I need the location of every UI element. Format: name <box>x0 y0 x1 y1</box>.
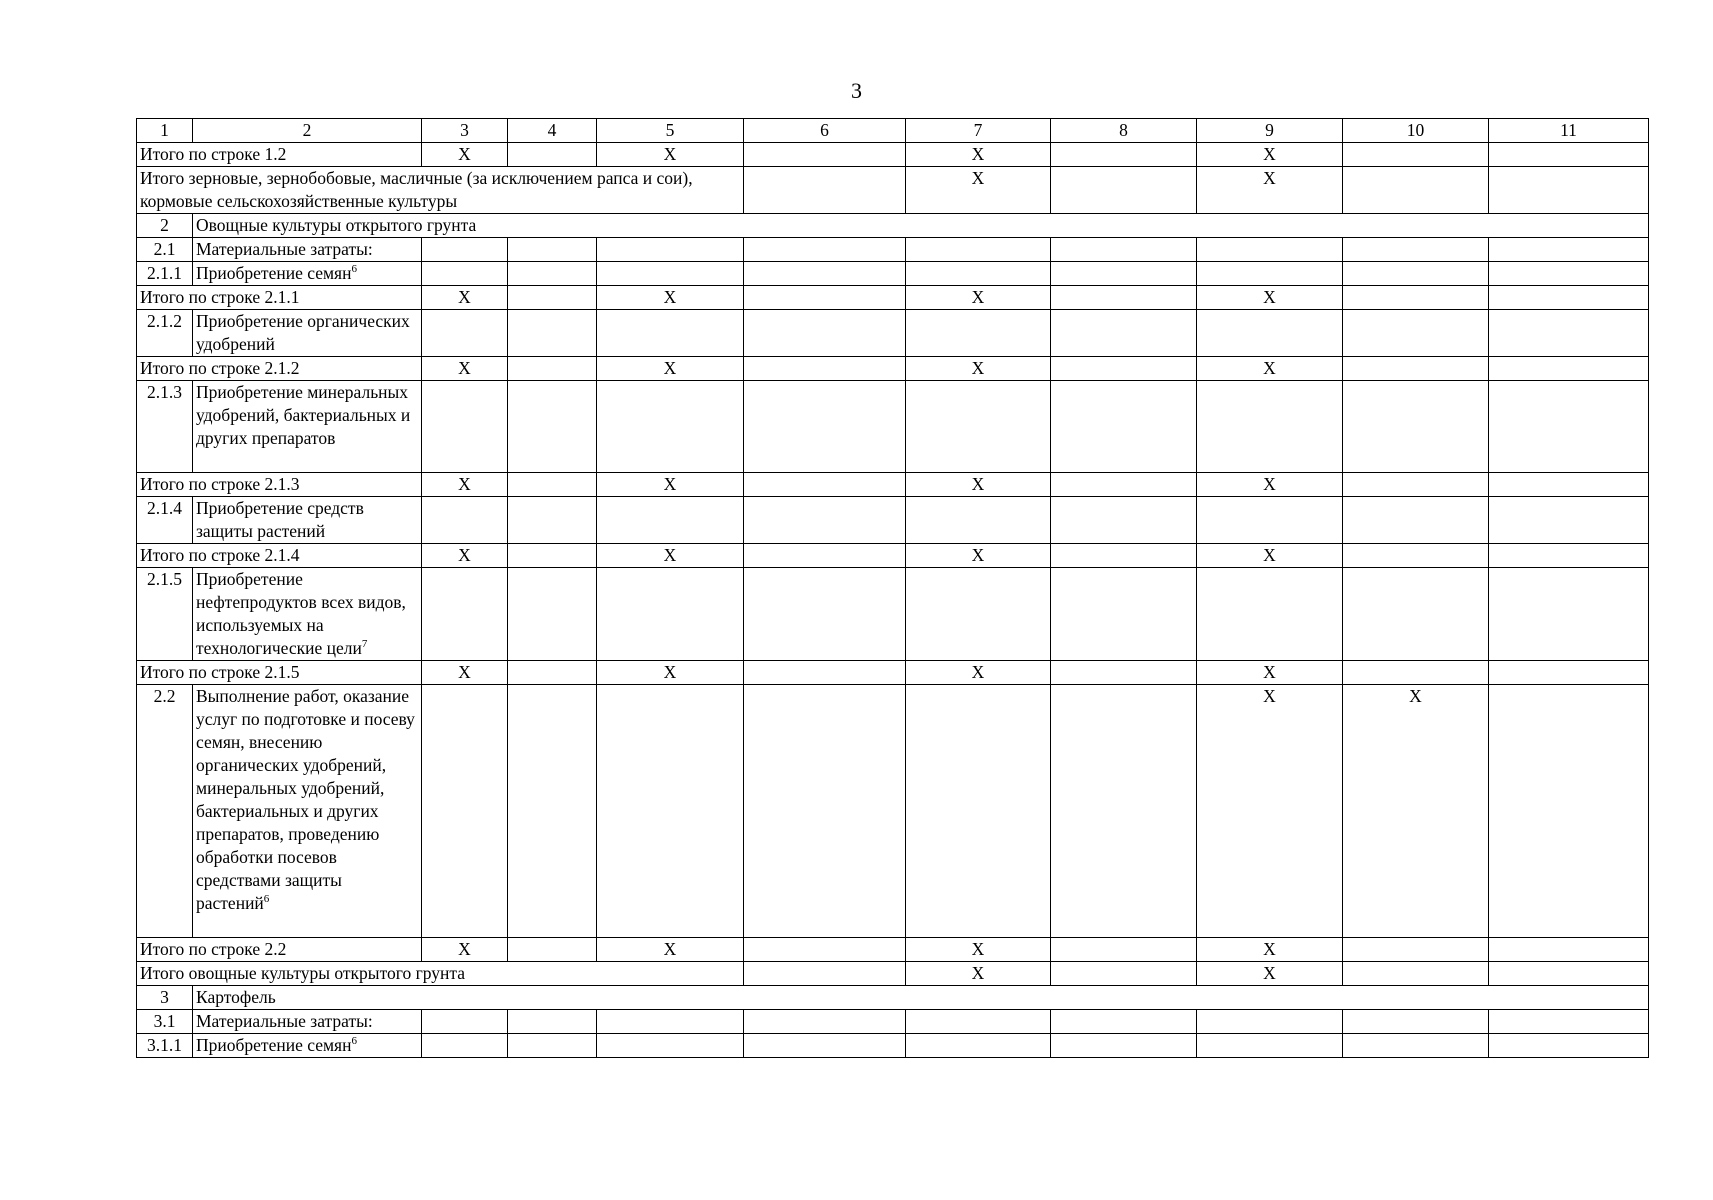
table-row <box>137 568 1649 661</box>
table-row <box>137 938 1649 962</box>
x-mark: X <box>906 962 1051 986</box>
x-mark: X <box>1197 167 1343 214</box>
table-row <box>137 167 1649 214</box>
row-label: Итого по строке 2.1.5 <box>137 661 422 685</box>
row-number: 2.1 <box>137 238 193 262</box>
footnote-ref: 6 <box>351 1035 357 1048</box>
col-header: 8 <box>1051 119 1197 143</box>
x-mark: X <box>906 938 1051 962</box>
x-mark: X <box>1197 544 1343 568</box>
x-mark: X <box>597 544 744 568</box>
x-mark: X <box>422 357 508 381</box>
x-mark: X <box>422 544 508 568</box>
row-label: Итого по строке 2.1.1 <box>137 286 422 310</box>
table-row <box>137 357 1649 381</box>
x-mark: X <box>906 143 1051 167</box>
row-label: Итого по строке 2.1.2 <box>137 357 422 381</box>
x-mark: X <box>1197 357 1343 381</box>
x-mark: X <box>597 357 744 381</box>
x-mark: X <box>422 143 508 167</box>
row-number: 2 <box>137 214 193 238</box>
row-label: Материальные затраты: <box>193 1010 422 1034</box>
table-row <box>137 262 1649 286</box>
table-row <box>137 544 1649 568</box>
row-label: Картофель <box>193 986 1649 1010</box>
row-label: Итого по строке 2.1.4 <box>137 544 422 568</box>
x-mark: X <box>906 286 1051 310</box>
row-label: Приобретение семян$^6$ <box>193 262 422 286</box>
x-mark: X <box>1197 473 1343 497</box>
row-number: 2.1.1 <box>137 262 193 286</box>
row-label: Материальные затраты: <box>193 238 422 262</box>
row-number: 2.1.3 <box>137 381 193 473</box>
row-number: 3 <box>137 986 193 1010</box>
expense-table <box>136 118 1649 1058</box>
header-row <box>137 119 1649 143</box>
row-number: 2.1.4 <box>137 497 193 544</box>
x-mark: X <box>422 938 508 962</box>
row-label: Овощные культуры открытого грунта <box>193 214 1649 238</box>
x-mark: X <box>422 473 508 497</box>
table-row <box>137 473 1649 497</box>
col-header: 1 <box>137 119 193 143</box>
table-row <box>137 286 1649 310</box>
footnote-ref: 7 <box>361 638 368 651</box>
row-label: Итого овощные культуры открытого грунта <box>137 962 744 986</box>
x-mark: X <box>1197 143 1343 167</box>
col-header: 3 <box>422 119 508 143</box>
x-mark: X <box>906 357 1051 381</box>
row-label: Итого зерновые, зернобобовые, масличные (за исключением рапса и сои), кормовые сельскохозяйственные культуры <box>137 167 744 214</box>
row-number: 3.1 <box>137 1010 193 1034</box>
table-row <box>137 962 1649 986</box>
row-number: 2.2 <box>137 685 193 938</box>
table-row <box>137 1010 1649 1034</box>
x-mark: X <box>1197 962 1343 986</box>
row-label: Приобретение нефтепродуктов всех видов, используемых на технологические цели$^7$ <box>193 568 422 661</box>
x-mark: X <box>597 286 744 310</box>
row-label: Выполнение работ, оказание услуг по подготовке и посеву семян, внесению органических удобрений, минеральных удобрений, бактериальных и других препаратов, проведению обработки посевов средствами защиты растений$^6$ <box>193 685 422 938</box>
col-header: 11 <box>1489 119 1649 143</box>
row-number: 2.1.5 <box>137 568 193 661</box>
table-row <box>137 238 1649 262</box>
row-label: Итого по строке 1.2 <box>137 143 422 167</box>
x-mark: X <box>597 661 744 685</box>
x-mark: X <box>1197 685 1343 938</box>
footnote-ref: 6 <box>351 263 357 276</box>
row-label: Приобретение средств защиты растений <box>193 497 422 544</box>
x-mark: X <box>1197 286 1343 310</box>
col-header: 2 <box>193 119 422 143</box>
x-mark: X <box>906 473 1051 497</box>
row-label: Итого по строке 2.1.3 <box>137 473 422 497</box>
table-row <box>137 381 1649 473</box>
table-row <box>137 310 1649 357</box>
section-row <box>137 214 1649 238</box>
row-number: 2.1.2 <box>137 310 193 357</box>
row-number: 3.1.1 <box>137 1034 193 1058</box>
page-number: 3 <box>851 78 862 103</box>
x-mark: X <box>1197 661 1343 685</box>
section-row <box>137 986 1649 1010</box>
col-header: 9 <box>1197 119 1343 143</box>
x-mark: X <box>1343 685 1489 938</box>
footnote-ref: 6 <box>263 893 270 906</box>
row-label: Итого по строке 2.2 <box>137 938 422 962</box>
col-header: 6 <box>744 119 906 143</box>
row-label: Приобретение минеральных удобрений, бактериальных и других препаратов <box>193 381 422 473</box>
x-mark: X <box>597 473 744 497</box>
table-row <box>137 661 1649 685</box>
x-mark: X <box>597 143 744 167</box>
col-header: 7 <box>906 119 1051 143</box>
x-mark: X <box>906 544 1051 568</box>
x-mark: X <box>906 167 1051 214</box>
x-mark: X <box>1197 938 1343 962</box>
col-header: 10 <box>1343 119 1489 143</box>
col-header: 5 <box>597 119 744 143</box>
x-mark: X <box>597 938 744 962</box>
x-mark: X <box>422 661 508 685</box>
row-label: Приобретение семян$^6$ <box>193 1034 422 1058</box>
table-row <box>137 497 1649 544</box>
col-header: 4 <box>508 119 597 143</box>
row-label: Приобретение органических удобрений <box>193 310 422 357</box>
table-row <box>137 1034 1649 1058</box>
x-mark: X <box>906 661 1051 685</box>
table-row <box>137 143 1649 167</box>
table-row <box>137 685 1649 938</box>
x-mark: X <box>422 286 508 310</box>
